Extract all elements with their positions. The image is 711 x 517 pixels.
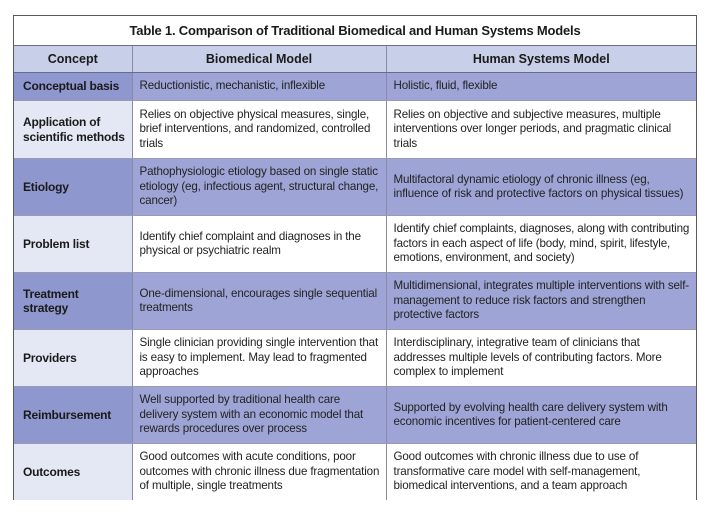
row-biomedical: Good outcomes with acute conditions, poor outcomes with chronic illness due fragmentation of multiple, single treatments [132,444,386,500]
row-concept: Etiology [14,159,132,216]
table-row [14,216,696,273]
row-concept: Application of scientific methods [14,101,132,159]
row-concept: Providers [14,330,132,387]
row-human-systems: Identify chief complaints, diagnoses, along with contributing factors in each aspect of life (body, mind, spirit, lifestyle, emotions, environment, and society) [386,216,696,273]
row-human-systems: Supported by evolving health care delivery system with economic incentives for patient-centered care [386,387,696,444]
row-biomedical: Relies on objective physical measures, single, brief interventions, and randomized, controlled trials [132,101,386,159]
row-concept: Problem list [14,216,132,273]
header-concept: Concept [14,46,132,73]
table-frame [13,15,697,500]
table-row [14,73,696,101]
table-row [14,330,696,387]
row-concept: Reimbursement [14,387,132,444]
row-concept: Conceptual basis [14,73,132,101]
table-row [14,387,696,444]
row-human-systems: Multidimensional, integrates multiple interventions with self-management to reduce risk factors and strengthen protective factors [386,273,696,330]
header-biomedical: Biomedical Model [132,46,386,73]
row-human-systems: Good outcomes with chronic illness due to use of transformative care model with self-management, biomedical interventions, and a team approach [386,444,696,500]
row-biomedical: Identify chief complaint and diagnoses in the physical or psychiatric realm [132,216,386,273]
row-human-systems: Relies on objective and subjective measures, multiple interventions over longer periods, and pragmatic clinical trials [386,101,696,159]
row-biomedical: Reductionistic, mechanistic, inflexible [132,73,386,101]
row-concept: Outcomes [14,444,132,500]
header-human-systems: Human Systems Model [386,46,696,73]
row-biomedical: One-dimensional, encourages single sequential treatments [132,273,386,330]
row-human-systems: Holistic, fluid, flexible [386,73,696,101]
row-biomedical: Pathophysiologic etiology based on single static etiology (eg, infectious agent, structural change, cancer) [132,159,386,216]
row-biomedical: Well supported by traditional health care delivery system with an economic model that rewards procedures over process [132,387,386,444]
row-concept: Treatment strategy [14,273,132,330]
row-human-systems: Interdisciplinary, integrative team of clinicians that addresses multiple levels of contributing factors. More complex to implement [386,330,696,387]
table-row [14,444,696,500]
table-row [14,101,696,159]
header-row [14,46,696,73]
table-row [14,159,696,216]
table-row [14,273,696,330]
comparison-table [14,45,696,500]
row-human-systems: Multifactoral dynamic etiology of chronic illness (eg, influence of risk and protective factors on physical tissues) [386,159,696,216]
table-title: Table 1. Comparison of Traditional Biomedical and Human Systems Models [129,23,581,38]
row-biomedical: Single clinician providing single intervention that is easy to implement. May lead to fragmented approaches [132,330,386,387]
